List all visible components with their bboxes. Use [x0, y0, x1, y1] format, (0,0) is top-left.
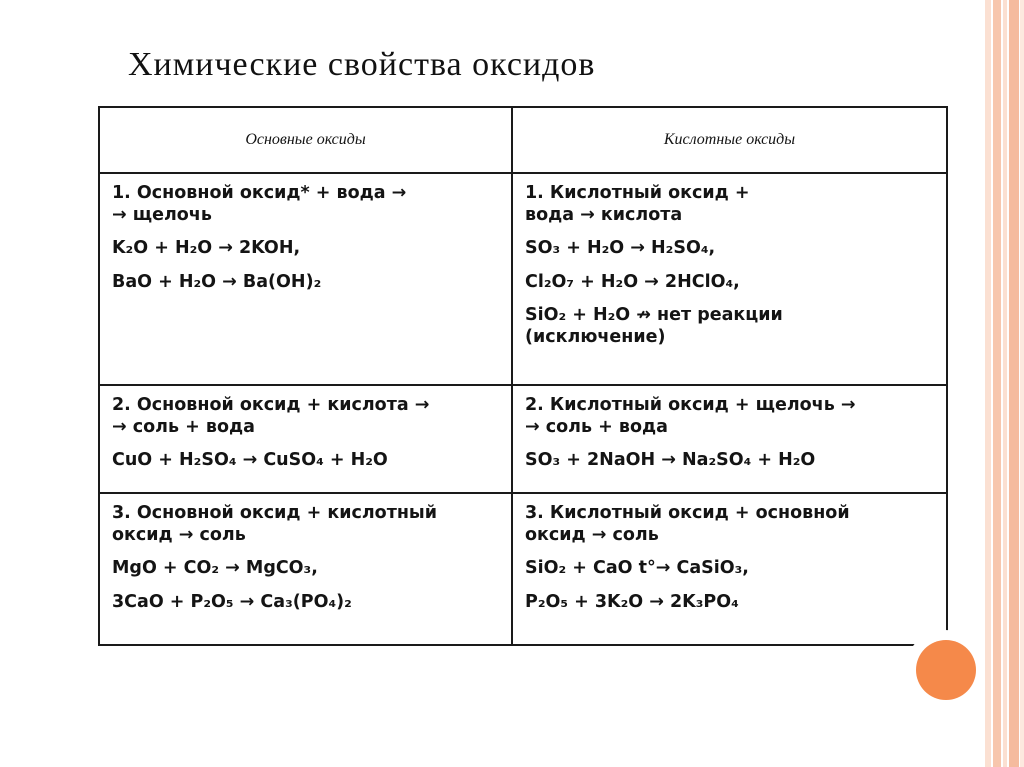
- equation: SiO₂ + CaO t°→ CaSiO₃,: [525, 558, 749, 578]
- cell-acidic-3: [512, 493, 947, 645]
- equation: CuO + H₂SO₄ → CuSO₄ + H₂O: [112, 450, 388, 470]
- decor-stripe-2: [993, 0, 1001, 767]
- equation: K₂O + H₂O → 2KOH,: [112, 238, 301, 258]
- decor-stripe-4: [1009, 0, 1019, 767]
- table-row: [99, 385, 947, 493]
- rule-text: 1. Кислотный оксид + вода → кислота: [525, 183, 750, 225]
- decor-stripe-5: [1020, 0, 1024, 767]
- cell-acidic-1: [512, 173, 947, 385]
- decor-stripe-1: [985, 0, 991, 767]
- equation: SO₃ + H₂O → H₂SO₄,: [525, 238, 716, 258]
- equation: MgO + CO₂ → MgCO₃,: [112, 558, 318, 578]
- rule-text: 2. Кислотный оксид + щелочь → → соль + вода: [525, 395, 856, 437]
- table-row: [99, 173, 947, 385]
- table-row: [99, 493, 947, 645]
- decor-stripe-3: [1003, 0, 1007, 767]
- equation: BaO + H₂O → Ba(OH)₂: [112, 272, 322, 292]
- rule-text: 2. Основной оксид + кислота → → соль + вода: [112, 395, 430, 437]
- cell-basic-1: [99, 173, 512, 385]
- equation: P₂O₅ + 3K₂O → 2K₃PO₄: [525, 592, 739, 612]
- rule-text: 1. Основной оксид* + вода → → щелочь: [112, 183, 407, 225]
- equation: SiO₂ + H₂O ↛ нет реакции (исключение): [525, 305, 783, 347]
- equation: Cl₂O₇ + H₂O → 2HClO₄,: [525, 272, 740, 292]
- equation: SO₃ + 2NaOH → Na₂SO₄ + H₂O: [525, 450, 816, 470]
- oxides-properties-table: [98, 106, 948, 646]
- decor-orange-circle: [916, 640, 976, 700]
- rule-text: 3. Кислотный оксид + основной оксид → соль: [525, 503, 850, 545]
- header-basic-oxides: Основные оксиды: [99, 107, 512, 173]
- slide-title: Химические свойства оксидов: [128, 46, 596, 83]
- header-acidic-oxides: Кислотные оксиды: [512, 107, 947, 173]
- cell-basic-2: [99, 385, 512, 493]
- table-header-row: [99, 107, 947, 173]
- cell-basic-3: [99, 493, 512, 645]
- cell-acidic-2: [512, 385, 947, 493]
- rule-text: 3. Основной оксид + кислотный оксид → соль: [112, 503, 438, 545]
- oxides-table-wrapper: [98, 106, 946, 646]
- equation: 3CaO + P₂O₅ → Ca₃(PO₄)₂: [112, 592, 352, 612]
